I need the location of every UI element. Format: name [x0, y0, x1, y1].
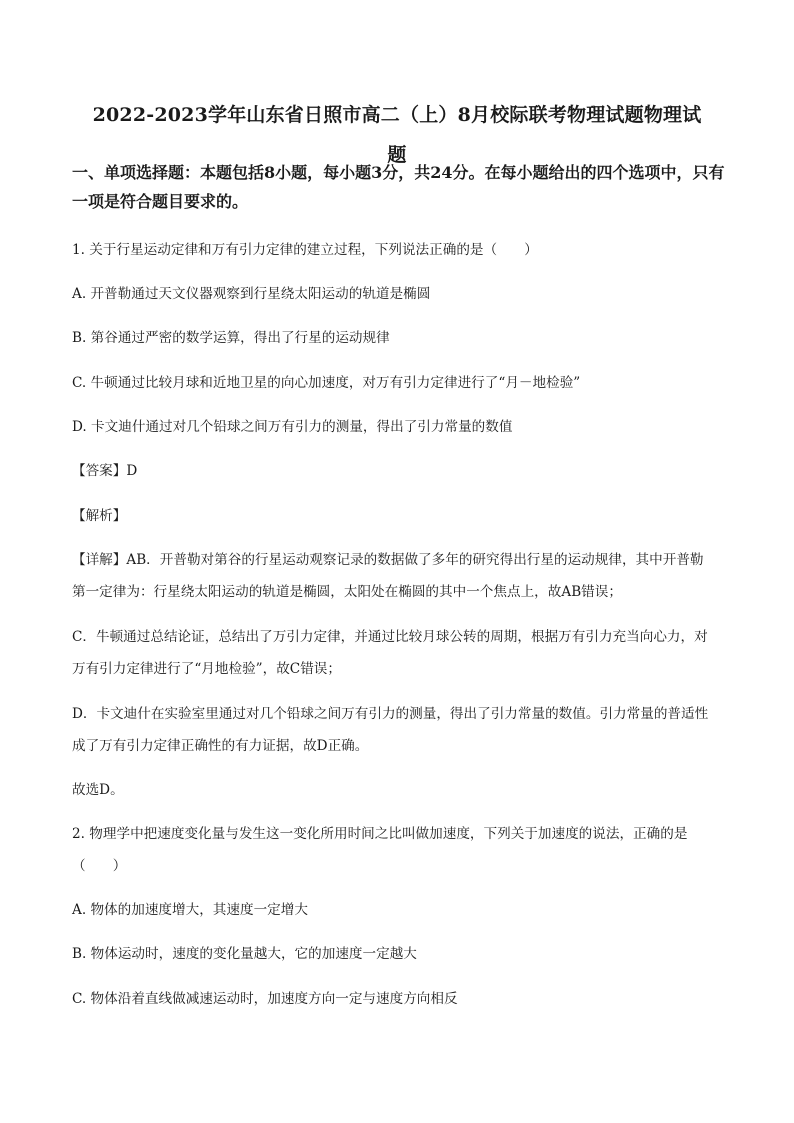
document-title-line2: 题	[387, 144, 407, 166]
question-1-answer: 【答案】D	[72, 463, 138, 479]
question-1-detail-line: 成了万有引力定律正确性的有力证据，故D正确。	[72, 738, 369, 754]
question-2-stem-line2: （ ）	[72, 858, 127, 874]
question-1-option-a: A. 开普勒通过天文仪器观察到行星绕太阳运动的轨道是椭圆	[72, 286, 431, 302]
question-1-detail-line: D．卡文迪什在实验室里通过对几个铅球之间万有引力的测量，得出了引力常量的数值。引力常量的普适性	[72, 706, 709, 722]
question-2-option-c: C. 物体沿着直线做减速运动时，加速度方向一定与速度方向相反	[72, 991, 458, 1007]
document-title-line1: 2022-2023学年山东省日照市高二（上）8月校际联考物理试题物理试	[92, 104, 702, 126]
question-1-option-c: C. 牛顿通过比较月球和近地卫星的向心加速度，对万有引力定律进行了“月－地检验”	[72, 375, 581, 391]
section-heading: 一、单项选择题：本题包括8小题，每小题3分，共24分。在每小题给出的四个选项中，只有一项是符合题目要求的。	[72, 163, 725, 211]
question-1-detail-line: 第一定律为：行星绕太阳运动的轨道是椭圆，太阳处在椭圆的其中一个焦点上，故AB错误；	[72, 584, 622, 600]
question-1-option-b: B. 第谷通过严密的数学运算，得出了行星的运动规律	[72, 330, 390, 346]
question-2-stem-line1: 2. 物理学中把速度变化量与发生这一变化所用时间之比叫做加速度，下列关于加速度的说法，正确的是	[72, 826, 688, 842]
question-2-option-b: B. 物体运动时，速度的变化量越大，它的加速度一定越大	[72, 946, 417, 962]
question-1-detail-line: 万有引力定律进行了“月地检验”，故C错误；	[72, 661, 341, 677]
question-1-option-d: D. 卡文迪什通过对几个铅球之间万有引力的测量，得出了引力常量的数值	[72, 419, 513, 435]
question-1-analysis-label: 【解析】	[72, 508, 127, 524]
question-1-stem: 1. 关于行星运动定律和万有引力定律的建立过程，下列说法正确的是（ ）	[72, 242, 538, 258]
question-1-detail-line: C．牛顿通过总结论证，总结出了万引力定律，并通过比较月球公转的周期，根据万有引力充当向心力，对	[72, 629, 708, 645]
question-1-detail-line: 【详解】AB．开普勒对第谷的行星运动观察记录的数据做了多年的研究得出行星的运动规律，其中开普勒	[72, 552, 704, 568]
question-1-conclusion: 故选D。	[72, 782, 124, 798]
question-2-option-a: A. 物体的加速度增大，其速度一定增大	[72, 902, 308, 918]
